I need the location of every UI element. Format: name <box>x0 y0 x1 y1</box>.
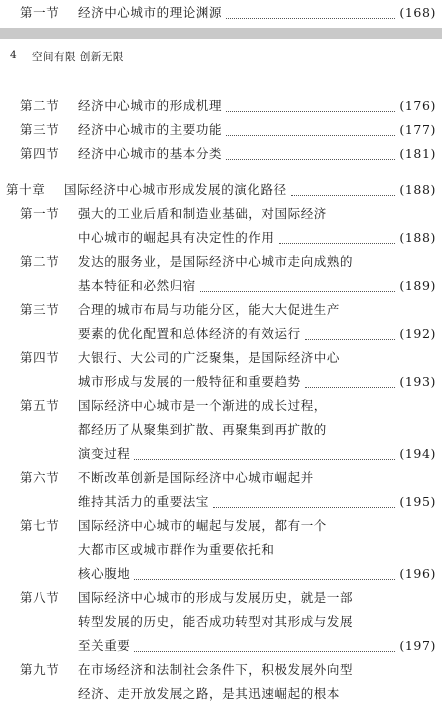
toc-entry-title: 至关重要 <box>78 638 131 653</box>
toc-entry-title: 在市场经济和法制社会条件下，积极发展外向型 <box>78 662 354 677</box>
toc-entry-title: 国际经济中心城市的形成与发展历史，就是一部 <box>78 590 354 605</box>
dot-leader <box>226 159 395 160</box>
toc-section <box>0 658 442 706</box>
toc-entry-title: 核心腹地 <box>78 566 131 581</box>
toc-line <box>0 466 442 490</box>
page-divider-band <box>0 28 442 39</box>
dot-leader <box>279 243 396 244</box>
toc-line <box>0 682 442 706</box>
toc-line <box>0 634 442 658</box>
toc-entry-label: 第六节 <box>20 470 60 485</box>
toc-entry-title: 发达的服务业，是国际经济中心城市走向成熟的 <box>78 254 354 269</box>
toc-entry-title: 演变过程 <box>78 446 131 461</box>
toc-entry-label: 第七节 <box>20 518 60 533</box>
toc-entry-title: 都经历了从聚集到扩散、再聚集到再扩散的 <box>78 422 327 437</box>
toc-entry-title: 转型发展的历史，能否成功转型对其形成与发展 <box>78 614 354 629</box>
toc-line <box>0 274 442 298</box>
toc-entry-top <box>0 0 442 26</box>
toc-line <box>0 202 442 226</box>
toc-line <box>0 418 442 442</box>
dot-leader <box>200 291 395 292</box>
dot-leader <box>291 195 396 196</box>
toc-line <box>0 298 442 322</box>
toc-line <box>0 562 442 586</box>
toc-line <box>0 250 442 274</box>
toc-entry-label: 第一节 <box>20 206 60 221</box>
toc-entry-page: (197) <box>399 638 436 653</box>
toc-entry-page: (189) <box>399 278 436 293</box>
toc-line <box>0 346 442 370</box>
toc-line <box>0 490 442 514</box>
toc-line <box>0 610 442 634</box>
toc-entry-page: (177) <box>399 122 436 137</box>
toc-section <box>0 514 442 586</box>
toc-entry-label: 第二节 <box>20 254 60 269</box>
toc-entry-label: 第四节 <box>20 350 60 365</box>
toc-entry-title: 国际经济中心城市的崛起与发展，都有一个 <box>78 518 327 533</box>
toc-entry-page: (188) <box>399 182 436 197</box>
toc-chapter <box>0 178 442 202</box>
toc-section <box>0 94 442 118</box>
toc-entry-title: 维持其活力的重要法宝 <box>78 494 210 509</box>
toc-entry-page: (188) <box>399 230 436 245</box>
toc-section <box>0 346 442 394</box>
toc-entry-label: 第九节 <box>20 662 60 677</box>
toc-entry-page: (193) <box>399 374 436 389</box>
toc-entry-title: 不断改革创新是国际经济中心城市崛起并 <box>78 470 314 485</box>
toc-line <box>0 394 442 418</box>
toc-entry-page: (194) <box>399 446 436 461</box>
toc-section <box>0 394 442 466</box>
section-gap <box>0 166 442 178</box>
toc-entry-title: 经济中心城市的形成机理 <box>78 98 223 113</box>
toc-entry-title: 国际经济中心城市形成发展的演化路径 <box>64 182 287 197</box>
toc-entry-title: 大都市区或城市群作为重要依托和 <box>78 542 275 557</box>
toc-entry-page: (196) <box>399 566 436 581</box>
toc-entry-title: 强大的工业后盾和制造业基础，对国际经济 <box>78 206 327 221</box>
toc-entry-title: 国际经济中心城市是一个渐进的成长过程， <box>78 398 327 413</box>
dot-leader <box>134 651 395 652</box>
toc-entry-page: (168) <box>399 5 436 20</box>
toc-entry-label: 第八节 <box>20 590 60 605</box>
toc-line <box>0 370 442 394</box>
toc-entry-label: 第三节 <box>20 302 60 317</box>
dot-leader <box>226 111 395 112</box>
toc-section <box>0 586 442 658</box>
toc-entry-title: 经济、走开放发展之路，是其迅速崛起的根本 <box>78 686 341 701</box>
toc-line <box>0 442 442 466</box>
toc-entry-page: (195) <box>399 494 436 509</box>
dot-leader <box>305 387 396 388</box>
toc-entry-title: 经济中心城市的主要功能 <box>78 122 223 137</box>
toc-line <box>0 118 442 142</box>
running-title: 空间有限 创新无限 <box>32 51 124 63</box>
toc-entry-title: 中心城市的崛起具有决定性的作用 <box>78 230 275 245</box>
toc-entry-title: 城市形成与发展的一般特征和重要趋势 <box>78 374 301 389</box>
toc-section <box>0 298 442 346</box>
toc-section <box>0 142 442 166</box>
toc-entry-page: (176) <box>399 98 436 113</box>
toc-entry-title: 要素的优化配置和总体经济的有效运行 <box>78 326 301 341</box>
toc-line <box>0 514 442 538</box>
dot-leader <box>305 339 396 340</box>
toc-line <box>0 142 442 166</box>
toc-line <box>0 658 442 682</box>
toc-section <box>0 250 442 298</box>
toc-entry-title: 大银行、大公司的广泛聚集，是国际经济中心 <box>78 350 341 365</box>
toc-entry-title: 合理的城市布局与功能分区，能大大促进生产 <box>78 302 341 317</box>
toc-line <box>0 586 442 610</box>
toc-entry-label: 第三节 <box>20 122 60 137</box>
dot-leader <box>134 459 395 460</box>
dot-leader <box>134 579 395 580</box>
dot-leader <box>226 18 395 19</box>
toc-entry-label: 第五节 <box>20 398 60 413</box>
running-header <box>0 49 442 65</box>
toc-line <box>0 178 442 202</box>
toc-section <box>0 202 442 250</box>
toc-section <box>0 466 442 514</box>
toc-entry-page: (192) <box>399 326 436 341</box>
toc-section <box>0 118 442 142</box>
toc-entry-label: 第二节 <box>20 98 60 113</box>
toc-line <box>0 538 442 562</box>
toc-entry-label: 第四节 <box>20 146 60 161</box>
toc-line <box>0 322 442 346</box>
toc-entry-title: 经济中心城市的基本分类 <box>78 146 223 161</box>
toc-entry-title: 基本特征和必然归宿 <box>78 278 196 293</box>
toc-entry-label: 第十章 <box>6 182 46 197</box>
toc-line <box>0 94 442 118</box>
toc-entry-title: 经济中心城市的理论渊源 <box>78 5 223 20</box>
toc-entry-page: (181) <box>399 146 436 161</box>
page-number: 4 <box>10 49 18 61</box>
toc-list <box>0 94 442 706</box>
dot-leader <box>213 507 395 508</box>
dot-leader <box>226 135 395 136</box>
toc-line <box>0 226 442 250</box>
toc-entry-label: 第一节 <box>20 5 60 20</box>
